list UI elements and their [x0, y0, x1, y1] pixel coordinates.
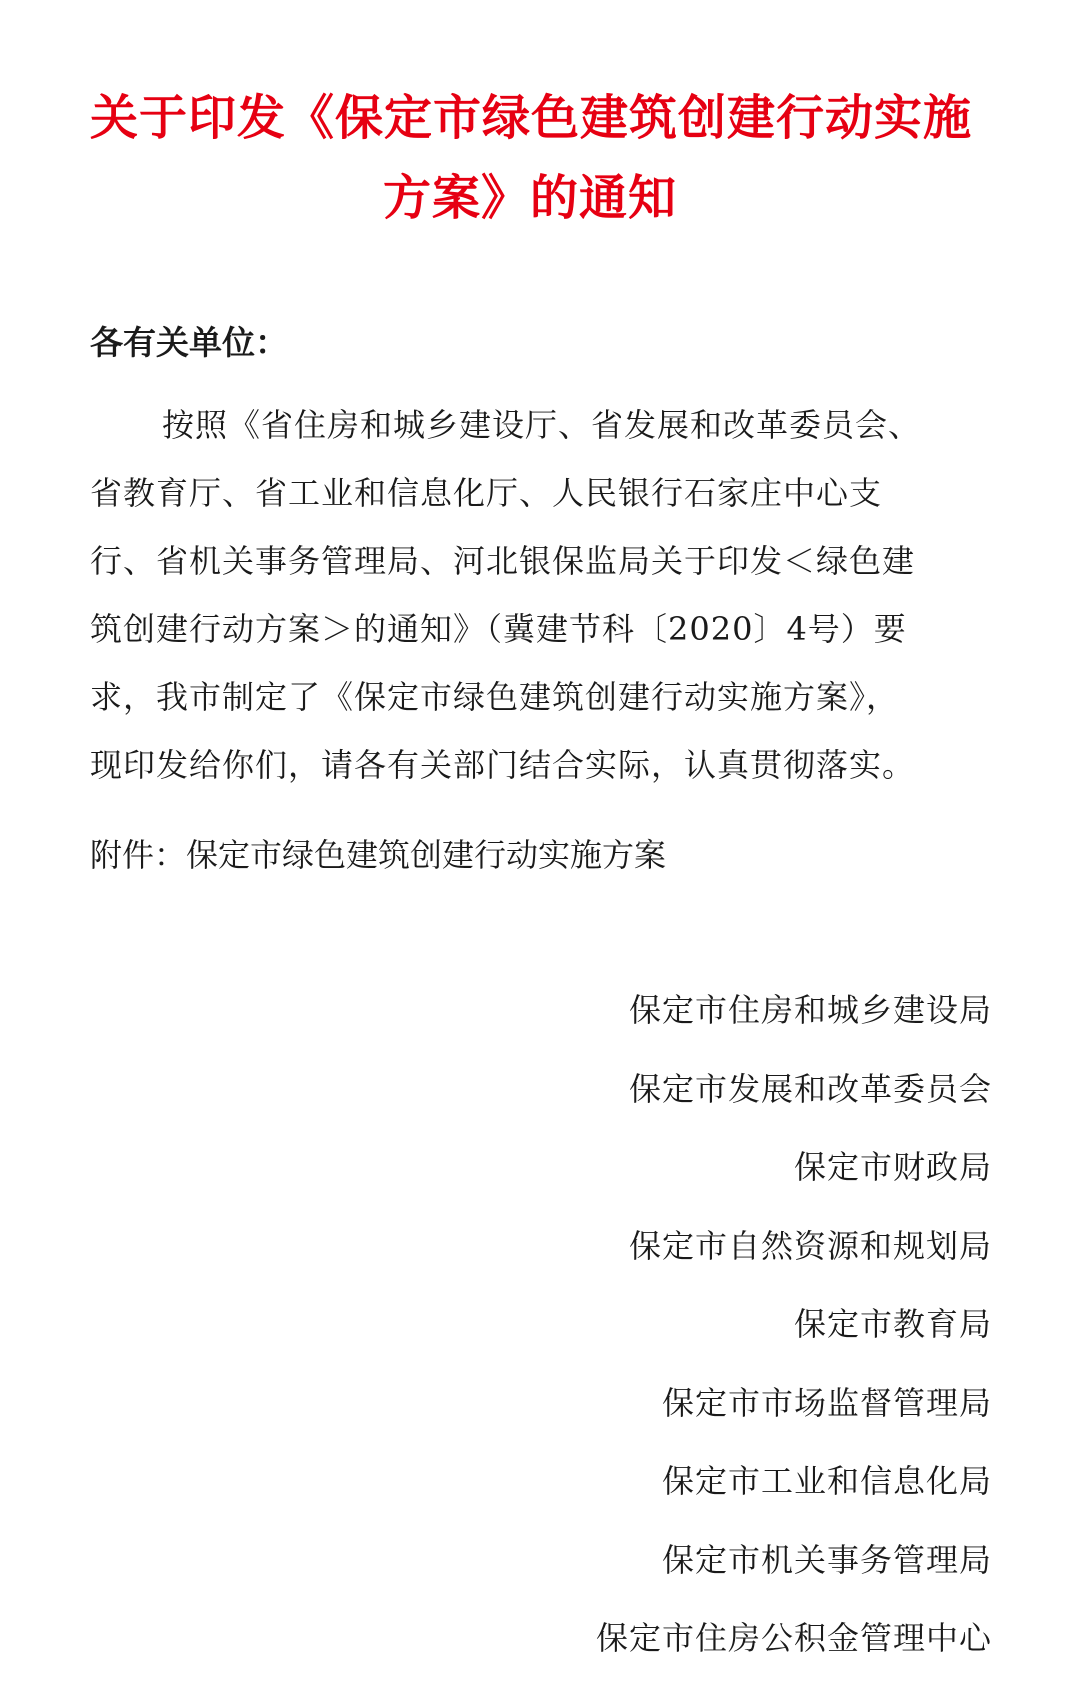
signature-item: 保定市自然资源和规划局 — [628, 1226, 992, 1265]
body-paragraph — [90, 391, 990, 799]
document-title — [90, 78, 990, 238]
signature-item: 保定市市场监督管理局 — [661, 1383, 992, 1422]
body-line: 现印发给你们，请各有关部门结合实际，认真贯彻落实。 — [90, 746, 916, 784]
title-line-1: 关于印发《保定市绿色建筑创建行动实施 — [90, 90, 973, 146]
attachment-line: 附件：保定市绿色建筑创建行动实施方案 — [90, 836, 667, 874]
signature-item: 保定市财政局 — [793, 1148, 992, 1186]
signature-item: 保定市机关事务管理局 — [661, 1540, 992, 1579]
signature-list — [392, 985, 992, 1692]
body-line: 省教育厅、省工业和信息化厅、人民银行石家庄中心支 — [90, 474, 883, 512]
title-line-2: 方案》的通知 — [382, 170, 677, 226]
body-line: 求，我市制定了《保定市绿色建筑创建行动实施方案》， — [90, 678, 900, 716]
body-line: 行、省机关事务管理局、河北银保监局关于印发＜绿色建 — [90, 542, 916, 580]
signature-item: 保定市住房公积金管理中心 — [595, 1619, 992, 1657]
salutation: 各有关单位： — [90, 323, 288, 362]
body-line: 筑创建行动方案＞的通知》（冀建节科〔2020〕4号）要 — [90, 610, 907, 648]
body-line: 按照《省住房和城乡建设厅、省发展和改革委员会、 — [162, 406, 922, 444]
signature-item: 保定市教育局 — [793, 1305, 992, 1343]
signature-item: 保定市发展和改革委员会 — [628, 1069, 992, 1108]
signature-item: 保定市工业和信息化局 — [661, 1462, 992, 1500]
signature-item: 保定市住房和城乡建设局 — [628, 991, 992, 1029]
